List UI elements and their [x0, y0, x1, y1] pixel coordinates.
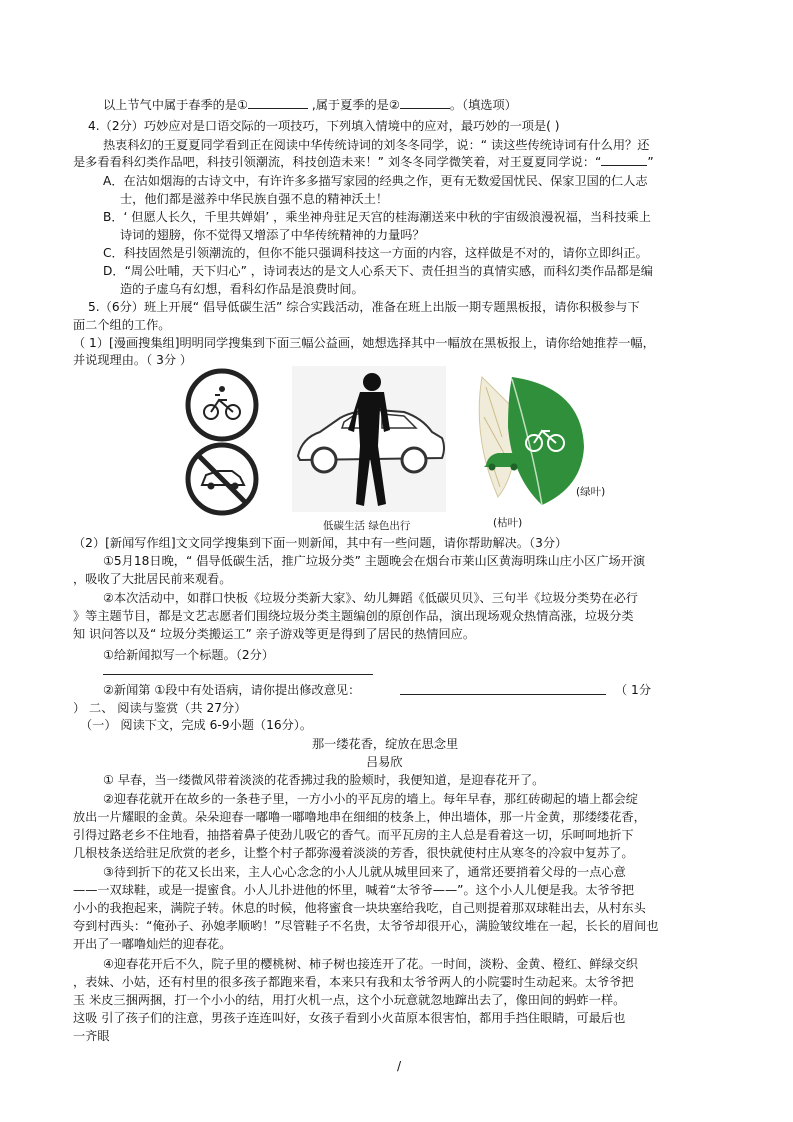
task-2-text: ②新闻第 ①段中有处语病，请你提出修改意见：	[103, 683, 361, 697]
q3-tail: 。（填选项）	[449, 98, 517, 112]
q4-option-d: D．“周公吐哺，天下归心” ，诗词表达的是文人心系天下、责任担当的真情实感，而科幻类作品都是编	[103, 264, 653, 278]
article-paragraph-3-line-2: ——一双球鞋，或是一提蜜食。小人儿扑进他的怀里，喊着“太爷爷——”。这个小人儿便是我。太爷爷把	[73, 883, 635, 897]
article-author: 吕易欣	[366, 755, 403, 769]
task-1: ①给新闻拟写一个标题。（2分）	[103, 648, 275, 662]
news-paragraph-2-cont-2: 知 识问答以及“ 垃圾分类搬运工” 亲子游戏等更是得到了居民的热情回应。	[73, 627, 476, 641]
q4-option-d-cont: 造的子虚乌有幻想，看科幻作品是浪费时间。	[120, 282, 364, 296]
news-paragraph-1: ①5月18日晚，“ 倡导低碳生活，推广垃圾分类” 主题晚会在烟台市莱山区黄海明珠山庄小区广场开演	[103, 554, 646, 568]
q4-option-b-cont: 诗词的翅膀，你不觉得又增添了中华传统精神的力量吗？	[120, 228, 425, 242]
task-1-answer-line[interactable]	[103, 662, 373, 675]
article-paragraph-4-line-4: 这吸 引了孩子们的注意，男孩子连连叫好，女孩子看到小火苗原本很害怕，都用手挡住眼睛，可最后也	[73, 1011, 626, 1025]
q3-answer-line	[103, 96, 517, 114]
q4-stem: 4.（2分）巧妙应对是口语交际的一项技巧，下列填入情境中的应对，最巧妙的一项是( )	[88, 119, 560, 133]
q5-part2: （2）[新闻写作组]文文同学搜集到下面一则新闻，其中有一些问题，请你帮助解决。（3分）	[73, 536, 568, 550]
article-title: 那一缕花香，绽放在思念里	[312, 737, 459, 751]
q5-stem-cont: 面二个组的工作。	[73, 318, 171, 332]
article-paragraph-4: ④迎春花开后不久，院子里的樱桃树、柿子树也接连开了花。一时间，淡粉、金黄、橙红、鲜绿交织	[103, 957, 638, 971]
q3-mid: ,属于夏季的是②	[308, 98, 400, 112]
q4-blank[interactable]	[601, 153, 647, 166]
section-two-heading: ） 二、 阅读与鉴赏（共 27分）	[73, 701, 247, 715]
green-leaf-label: (绿叶)	[576, 486, 606, 498]
task-2	[103, 681, 360, 699]
dead-leaf-label: (枯叶)	[493, 517, 523, 529]
q4-context-2-end: ”	[647, 155, 654, 169]
bicycle-sign-icon	[188, 371, 256, 439]
article-paragraph-2-line-3: 引得过路老乡不住地看，抽搭着鼻子使劲儿吸它的香气。而平瓦房的主人总是看着这一切，乐呵呵地折下	[73, 828, 634, 842]
news-paragraph-2: ②本次活动中，如群口快板《垃圾分类新大家》、幼儿舞蹈《低碳贝贝》、三句半《垃圾分类势在必行	[103, 591, 638, 605]
article-paragraph-3-line-5: 开出了一嘟噜灿烂的迎春花。	[73, 937, 232, 951]
article-paragraph-3: ③待到折下的花又长出来，主人心心念念的小人儿就从城里回来了，通常还要捎着父母的一点心意	[103, 865, 626, 879]
q3-text: 以上节气中属于春季的是①	[103, 98, 248, 112]
q5-part1: （ 1）[漫画搜集组]明明同学搜集到下面三幅公益画，她想选择其中一幅放在黑板报上，请你给她推荐一幅，	[73, 336, 655, 350]
page-footer-mark: /	[397, 1059, 402, 1073]
q4-context-1: 热衷科幻的王夏夏同学看到正在阅读中华传统诗词的刘冬冬同学，说：“ 读这些传统诗词有什么用？还	[103, 138, 650, 152]
article-paragraph-3-line-3: 小小的我抱起来，满院子转。休息的时候，他将蜜食一块块塞给我吃，自己则提着那双球鞋出去，从村东头	[73, 901, 646, 915]
article-paragraph-2-line-2: 放出一片耀眼的金黄。朵朵迎春一嘟噜一嘟噜地串在细细的枝条上，伸出墙体，那一片金黄，那缕缕花香，	[73, 810, 646, 824]
q4-option-c: C．科技固然是引领潮流的，但你不能只强调科技这一方面的内容，这样做是不对的，请你立即纠正。	[103, 246, 648, 260]
article-paragraph-4-line-5: 一齐眼	[73, 1029, 110, 1043]
q4-option-a: A．在沽如烟海的古诗文中，有许许多多描写家园的经典之作，更有无数爱国忧民、保家卫国的仁人志	[103, 174, 648, 188]
man-walking-past-car-illustration	[292, 366, 446, 512]
article-paragraph-4-line-2: ，表妹、小姑，还有村里的很多孩子都跑来看，本来只有我和太爷爷两人的小院霎时生动起来。太爷爷把	[73, 975, 634, 989]
q5-stem: 5.（6分）班上开展“ 倡导低碳生活” 综合实践活动，准备在班上出版一期专题黑板报，请你积极参与下	[88, 300, 640, 314]
no-car-sign-icon	[188, 445, 256, 513]
q3-blank-1[interactable]	[248, 96, 308, 109]
article-paragraph-3-line-4: 夸到村西头：“俺孙子、孙媳孝顺哟！”尽管鞋子不名贵，太爷爷却很开心，满脸皱纹堆在一起，长长的眉间也	[73, 919, 659, 933]
article-paragraph-1: ① 早春，当一缕微风带着淡淡的花香拂过我的脸颊时，我便知道，是迎春花开了。	[103, 773, 545, 787]
q5-part1-cont: 并说现理由。（ 3分 ）	[73, 353, 193, 367]
car-figure-caption: 低碳生活 绿色出行	[323, 520, 411, 532]
news-paragraph-1-cont: ，吸收了大批居民前来观看。	[73, 572, 232, 586]
q3-blank-2[interactable]	[400, 96, 450, 109]
article-paragraph-4-line-3: 玉 米皮三捆两捆，打一个小小的结，用打火机一点，这个小玩意就忽地蹿出去了，像田间的蚂蚱一样。	[73, 993, 626, 1007]
q4-option-a-cont: 士，他们都是滋养中华民族自强不息的精神沃土！	[120, 192, 389, 206]
bicycle-vs-car-signs	[184, 367, 264, 517]
q4-context-2-text: 是多看看科幻类作品吧，科技引领潮流，科技创造未来！” 刘冬冬同学微笑着，对王夏夏同学说：“	[73, 155, 602, 169]
task-2-answer-line[interactable]	[400, 682, 606, 695]
task-2-score: （ 1分	[615, 683, 652, 697]
q4-option-b: B．‘ 但愿人长久，千里共婵娟’ ，乘坐神舟驻足天宫的桂海潮送来中秋的宇宙级浪漫祝福，当科技乘上	[103, 210, 651, 224]
q4-context-2	[73, 153, 654, 171]
news-paragraph-2-cont: 》等主题节目，都是文艺志愿者们围绕垃圾分类主题编创的原创作品，演出现场观众热情高涨，垃圾分类	[73, 609, 634, 623]
article-paragraph-2-line-4: 几根枝条送给驻足欣赏的老乡，让整个村子都弥漫着淡淡的芳香，很快就使村庄从寒冬的冷寂中复苏了。	[73, 846, 634, 860]
reading-section-intro: （一） 阅读下文，完成 6-9小题（16分）。	[80, 718, 313, 732]
article-paragraph-2: ②迎春花就开在故乡的一条巷子里，一方小小的平瓦房的墙上。每年早春，那红砖砌起的墙上都会绽	[103, 792, 638, 806]
